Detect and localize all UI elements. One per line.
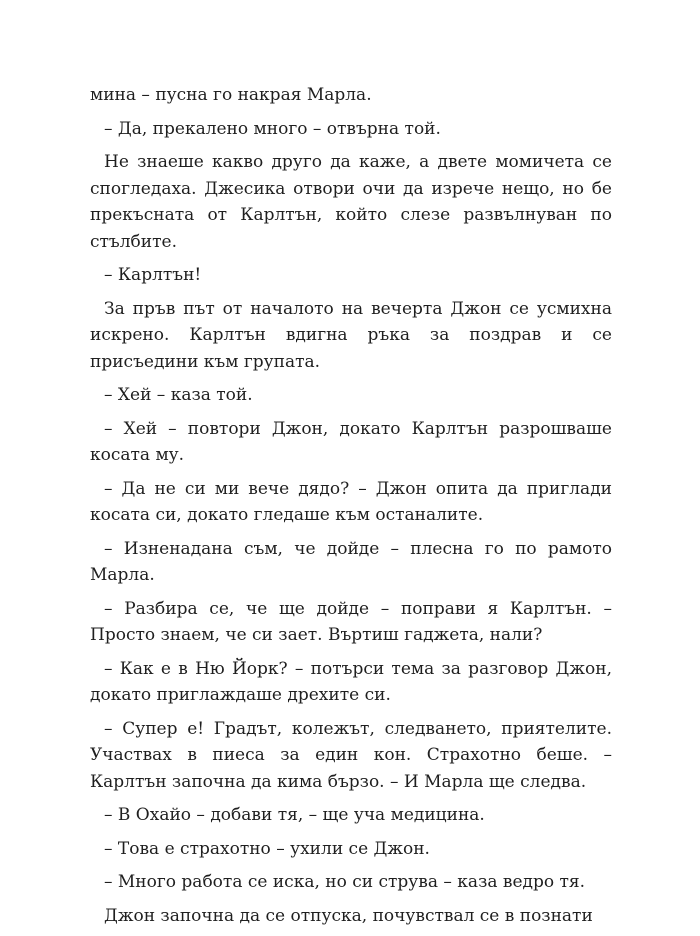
paragraph-4: – Карлтън! (104, 265, 202, 285)
paragraph-7: – Хей – повтори Джон, докато Карлтън разрошваше косата му. (90, 418, 612, 465)
paragraph-5: За пръв път от началото на вечерта Джон се усмихна искрено. Карлтън вдигна ръка за поздрав и се присъедини към групата. (90, 298, 612, 372)
book-page-text (90, 82, 612, 936)
paragraph-2: – Да, прекалено много – отвърна той. (104, 118, 441, 139)
paragraph-15: – Много работа се иска, но си струва – каза ведро тя. (104, 872, 586, 892)
paragraph-13: – В Охайо – добави тя, – ще уча медицина. (104, 805, 485, 825)
paragraph-10: – Разбира се, че ще дойде – поправи я Карлтън. – Просто знаем, че си зает. Въртиш гаджета, нали? (90, 598, 612, 645)
paragraph-1: мина – пусна го накрая Марла. (90, 85, 372, 105)
paragraph-11: – Как е в Ню Йорк? – потърси тема за разговор Джон, докато приглаждаше дрехите си. (90, 658, 612, 705)
paragraph-12: – Супер е! Градът, колежът, следването, приятелите. Участвах в пиеса за един кон. Страхотно беше. – Карлтън започна да кима бързо. – И Марла ще следва. (90, 718, 612, 792)
paragraph-3: Не знаеше какво друго да каже, а двете момичета се спогледаха. Джесика отвори очи да изрече нещо, но бе прекъсната от Карлтън, който слезе развълнуван по стълбите. (90, 152, 612, 252)
paragraph-6: – Хей – каза той. (104, 385, 253, 405)
paragraph-16: Джон започна да се отпуска, почувствал се в познати (104, 905, 593, 926)
paragraph-14: – Това е страхотно – ухили се Джон. (104, 838, 430, 859)
paragraph-9: – Изненадана съм, че дойде – плесна го по рамото Марла. (90, 538, 612, 585)
paragraph-8: – Да не си ми вече дядо? – Джон опита да приглади косата си, докато гледаше към останалите. (90, 478, 612, 525)
